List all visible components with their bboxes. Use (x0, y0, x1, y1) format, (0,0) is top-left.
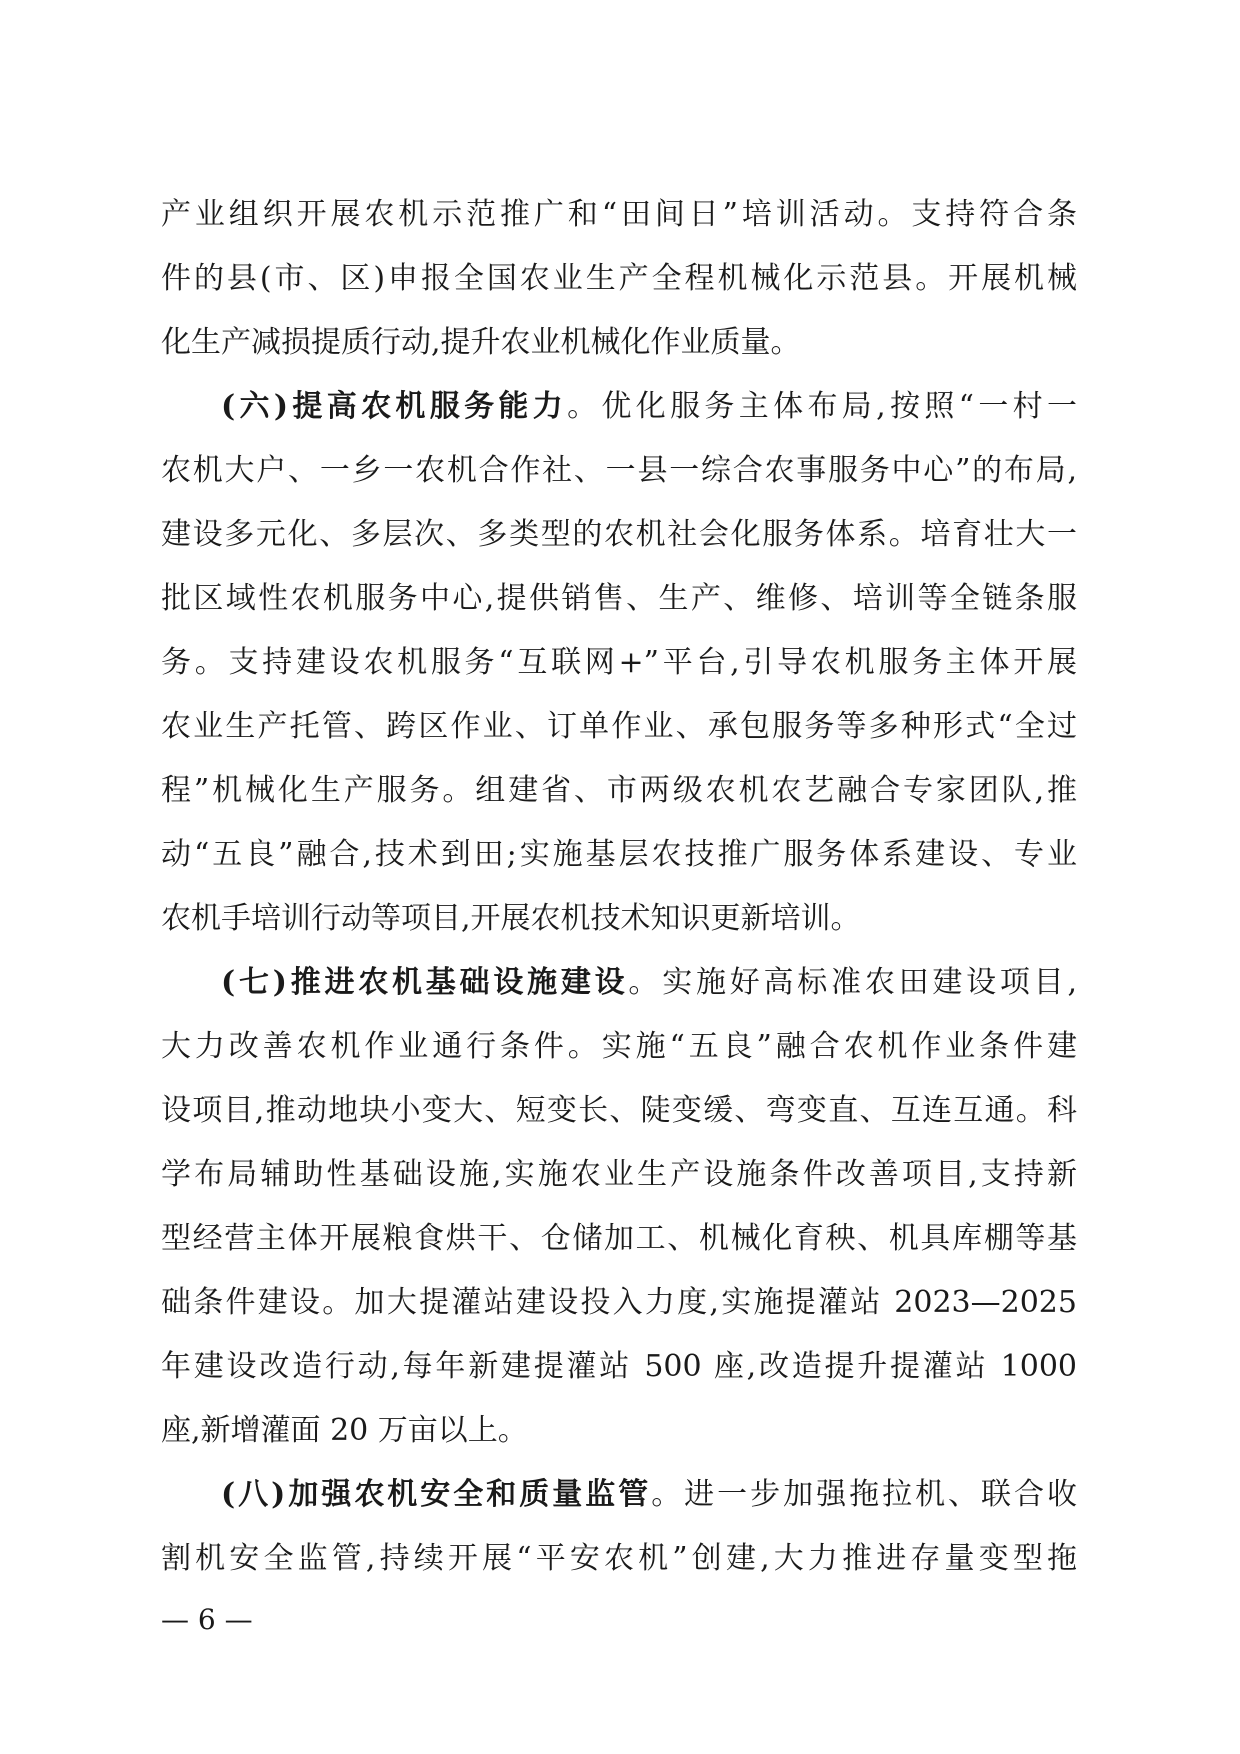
text-line: 学布局辅助性基础设施,实施农业生产设施条件改善项目,支持新 (161, 1157, 1077, 1192)
paragraph-1 (161, 375, 1077, 951)
text-line (161, 375, 1077, 439)
paragraph-2 (161, 951, 1077, 1463)
text-line: 大力改善农机作业通行条件。实施“五良”融合农机作业条件建 (161, 1029, 1077, 1064)
page-number: — 6 — (161, 1603, 253, 1636)
text-line: 设项目,推动地块小变大、短变长、陡变缓、弯变直、互连互通。科 (161, 1093, 1077, 1128)
text-line: 化生产减损提质行动,提升农业机械化作业质量。 (161, 325, 801, 360)
text-line: 座,新增灌面 20 万亩以上。 (161, 1413, 528, 1448)
text-line: 农机手培训行动等项目,开展农机技术知识更新培训。 (161, 901, 861, 936)
paragraph-0 (161, 183, 1077, 375)
text-line: 建设多元化、多层次、多类型的农机社会化服务体系。培育壮大一 (161, 517, 1077, 552)
section-heading-8: (八)加强农机安全和质量监管 (221, 1477, 652, 1512)
section-heading-7: (七)推进农机基础设施建设 (221, 965, 629, 1000)
text-line: 农机大户、一乡一农机合作社、一县一综合农事服务中心”的布局, (161, 453, 1077, 488)
text-line: 产业组织开展农机示范推广和“田间日”培训活动。支持符合条 (161, 197, 1077, 232)
text-line: 割机安全监管,持续开展“平安农机”创建,大力推进存量变型拖 (161, 1541, 1077, 1576)
text-line (161, 951, 1077, 1015)
body-text (161, 183, 1077, 1591)
text-line: 程”机械化生产服务。组建省、市两级农机农艺融合专家团队,推 (161, 773, 1077, 808)
text-line: 务。支持建设农机服务“互联网+”平台,引导农机服务主体开展 (161, 645, 1077, 680)
text-line: 农业生产托管、跨区作业、订单作业、承包服务等多种形式“全过 (161, 709, 1077, 744)
text-line: 础条件建设。加大提灌站建设投入力度,实施提灌站 2023—2025 (161, 1285, 1077, 1320)
text-line (161, 1463, 1077, 1527)
text-fragment: 。进一步加强拖拉机、联合收 (651, 1477, 1077, 1512)
section-heading-6: (六)提高农机服务能力 (221, 389, 568, 424)
text-fragment: 。实施好高标准农田建设项目, (628, 965, 1077, 1000)
text-line: 年建设改造行动,每年新建提灌站 500 座,改造提升提灌站 1000 (161, 1349, 1077, 1384)
text-line: 件的县(市、区)申报全国农业生产全程机械化示范县。开展机械 (161, 261, 1077, 296)
paragraph-3 (161, 1463, 1077, 1591)
text-line: 型经营主体开展粮食烘干、仓储加工、机械化育秧、机具库棚等基 (161, 1221, 1077, 1256)
text-fragment: 。优化服务主体布局,按照“一村一 (567, 389, 1077, 424)
text-line: 批区域性农机服务中心,提供销售、生产、维修、培训等全链条服 (161, 581, 1077, 616)
text-line: 动“五良”融合,技术到田;实施基层农技推广服务体系建设、专业 (161, 837, 1077, 872)
